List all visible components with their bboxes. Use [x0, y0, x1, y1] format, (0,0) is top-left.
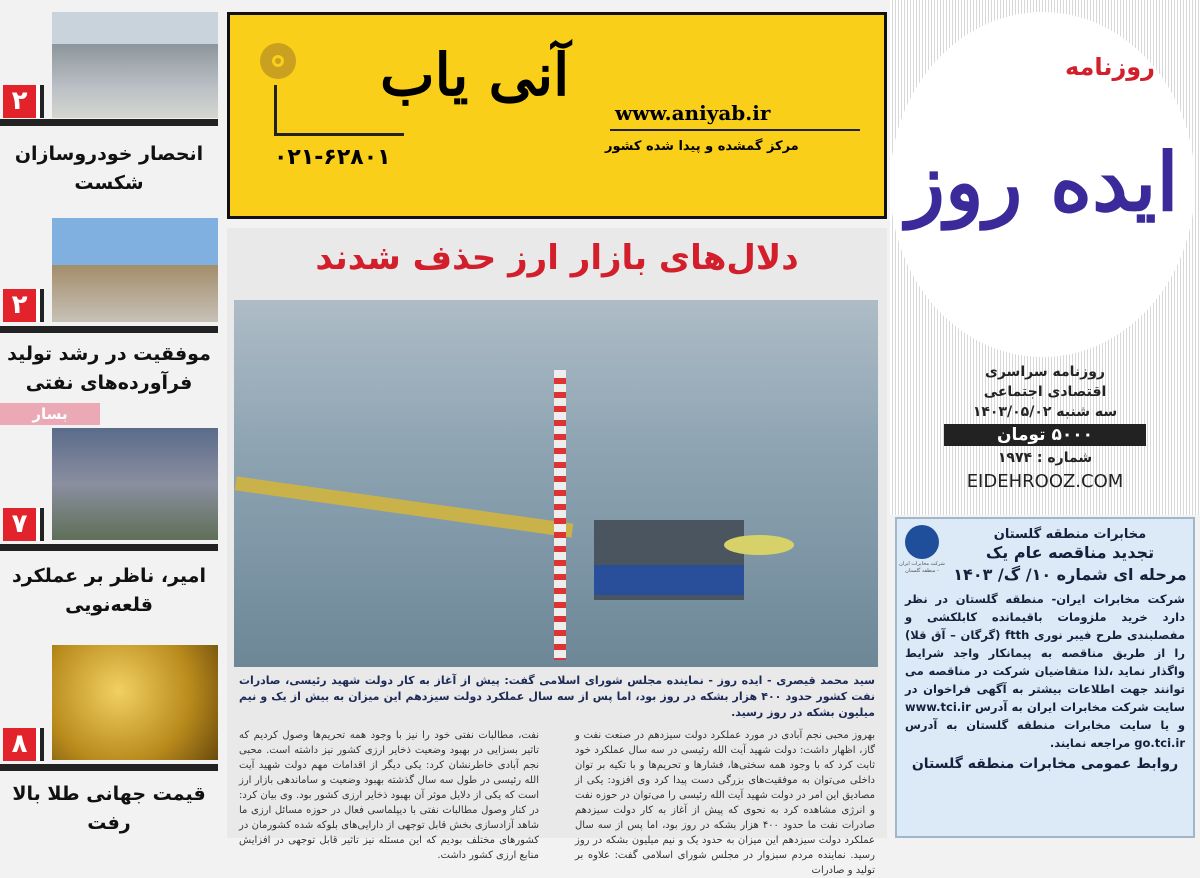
website[interactable]: EIDEHROOZ.COM	[966, 471, 1124, 492]
location-pin-icon	[260, 43, 296, 79]
article-column: بهروز محبی نجم آبادی در مورد عملکرد دولت سیزدهم در صنعت نفت و گاز، اظهار داشت: دولت شهید آیت الله رئیسی در سه سال عملکرد خود ثابت کرد که با وجود همه سختی‌ها، فشارها و تحریم‌ها و با تکیه بر توان داخلی می‌توان به موفقیت‌های بزرگی دست پیدا کرد وی افزود: یکی از مصادیق این امر در دولت شهید آیت الله رئیسی را می‌توان در حوزه نفت و انرژی مشاهده کرد به نحوی که پیش از آغاز به کار دولت سیزدهم صادرات نفت ما حدود ۴۰۰ هزار بشکه در روز بود، اما پس از سه سال عملکرد دولت سیزدهم این میزان به حدود یک و نیم میلیون بشکه در روز رسید. نماینده مردم سبزوار در مجلس شورای اسلامی گفت: علاوه بر تولید و صادرات	[575, 730, 875, 876]
divider	[0, 764, 218, 771]
issue-info	[930, 362, 1160, 494]
page-number-badge: ۲	[3, 85, 40, 118]
ad-title: تجدید مناقصه عام یک	[985, 543, 1155, 562]
ad-subtitle: مرحله ای شماره ۱۰/ گ/ ۱۴۰۳	[953, 565, 1187, 584]
divider	[0, 544, 218, 551]
logo-name: ایده روز	[906, 135, 1179, 229]
cars-photo[interactable]	[52, 12, 218, 118]
divider	[0, 326, 218, 333]
tender-ad[interactable]	[895, 517, 1195, 838]
decor-line	[274, 133, 404, 136]
price: ۵۰۰۰ تومان	[944, 424, 1146, 446]
paper-type: روزنامه سراسری	[985, 364, 1105, 380]
lead-paragraph: سید محمد قیصری - ایده روز - نماینده مجلس شورای اسلامی گفت: پیش از آغاز به کار دولت شهید رئیسی، صادرات نفت کشور حدود ۴۰۰ هزار بشکه در روز بود، اما پس از سه سال عملکرد دولت سیزدهم این میزان به بیش از یک و نیم میلیون بشکه در روز رسید.	[239, 674, 876, 719]
paper-category: اقتصادی اجتماعی	[983, 384, 1107, 400]
offshore-platform-photo[interactable]	[234, 300, 878, 667]
tci-logo-icon	[905, 525, 939, 559]
main-headline[interactable]: دلال‌های بازار ارز حذف شدند	[315, 238, 799, 278]
issue-number: شماره : ۱۹۷۴	[997, 450, 1093, 466]
decor-line	[274, 85, 277, 135]
website-link[interactable]: www.aniyab.ir	[615, 101, 771, 125]
helipad	[724, 535, 794, 555]
article-column: نفت، مطالبات نفتی خود را نیز با وجود همه تحریم‌ها وصول کردیم که تاثیر بسزایی در بهبود وضعیت ذخایر ارزی کشور نیز داشته است. محبی نجم آبادی خاطرنشان کرد: یکی دیگر از اقدامات مهم دولت شهید آیت الله رئیسی در طول سه سال گذشته بهبود وضعیت و ساماندهی بازار ارز است که یکی از دلایل موثر آن بهبود ذخایر ارزی کشور بود. وی بیان کرد: در کنار وصول مطالبات نفتی با دیپلماسی فعال در حوزه مسائل ارزی ما شاهد آزادسازی بخش قابل توجهی از دارایی‌های بلوکه شده کشورمان در کشورهای مختلف بودیم که این مسئله نیز تاثیر قابل توجهی در افزایش منابع ارزی کشور داشت.	[239, 730, 539, 861]
gold-bars-photo[interactable]	[52, 645, 218, 760]
ad-organization: مخابرات منطقه گلستان	[993, 527, 1147, 542]
page-number-badge: ۸	[3, 728, 40, 761]
story-headline-link[interactable]: موفقیت در رشد تولید فرآورده‌های نفتی	[7, 343, 211, 394]
ship-hull	[594, 565, 744, 595]
flare-tower	[554, 370, 566, 660]
page-number-badge: ۷	[3, 508, 40, 541]
story-headline-link[interactable]: قیمت جهانی طلا بالا رفت	[12, 783, 206, 834]
watermark: بسار	[0, 403, 100, 425]
story-headline-link[interactable]: امیر، ناظر بر عملکرد قلعه‌نویی	[12, 565, 206, 616]
logo-caption: شرکت مخابرات ایران - منطقه گلستان	[899, 561, 945, 574]
story-headline-link[interactable]: انحصار خودروسازان شکست	[14, 143, 204, 194]
phone-number: ۰۲۱-۶۲۸۰۱	[274, 145, 391, 170]
divider	[0, 119, 218, 126]
masthead	[890, 0, 1200, 515]
bridge-shape	[235, 476, 574, 537]
stadium-photo[interactable]	[52, 428, 218, 540]
page-number-badge: ۲	[3, 289, 40, 322]
tagline: مرکز گمشده و پیدا شده کشور	[605, 139, 799, 154]
newspaper-logo[interactable]	[890, 12, 1195, 357]
main-story	[227, 228, 887, 876]
ad-signature: روابط عمومی مخابرات منطقه گلستان	[911, 756, 1179, 772]
refinery-photo[interactable]	[52, 218, 218, 322]
brand-name: آنی یاب	[380, 41, 570, 109]
aniyab-ad[interactable]	[227, 12, 887, 219]
issue-date: سه شنبه ۱۴۰۳/۰۵/۰۲	[972, 404, 1118, 420]
ad-body: شرکت مخابرات ایران- منطقه گلستان در نظر دارد خرید ملزومات باقیمانده کابلکشی و مفصلبندی طرح فیبر نوری ftth (گرگان – آق قلا) را از طریق مناقصه به پیمانکار واجد شرایط واگذار نماید ،لذا متقاضیان شرکت در مناقصه می توانند جهت اطلاعات بیشتر به آگهی فراخوان در سایت شرکت مخابرات ایران به آدرس www.tci.ir و یا سایت مخابرات منطقه گلستان به آدرس go.tci.ir مراجعه نمایند.	[905, 592, 1185, 750]
logo-kicker: روزنامه	[1065, 53, 1155, 81]
decor-line	[610, 129, 860, 131]
